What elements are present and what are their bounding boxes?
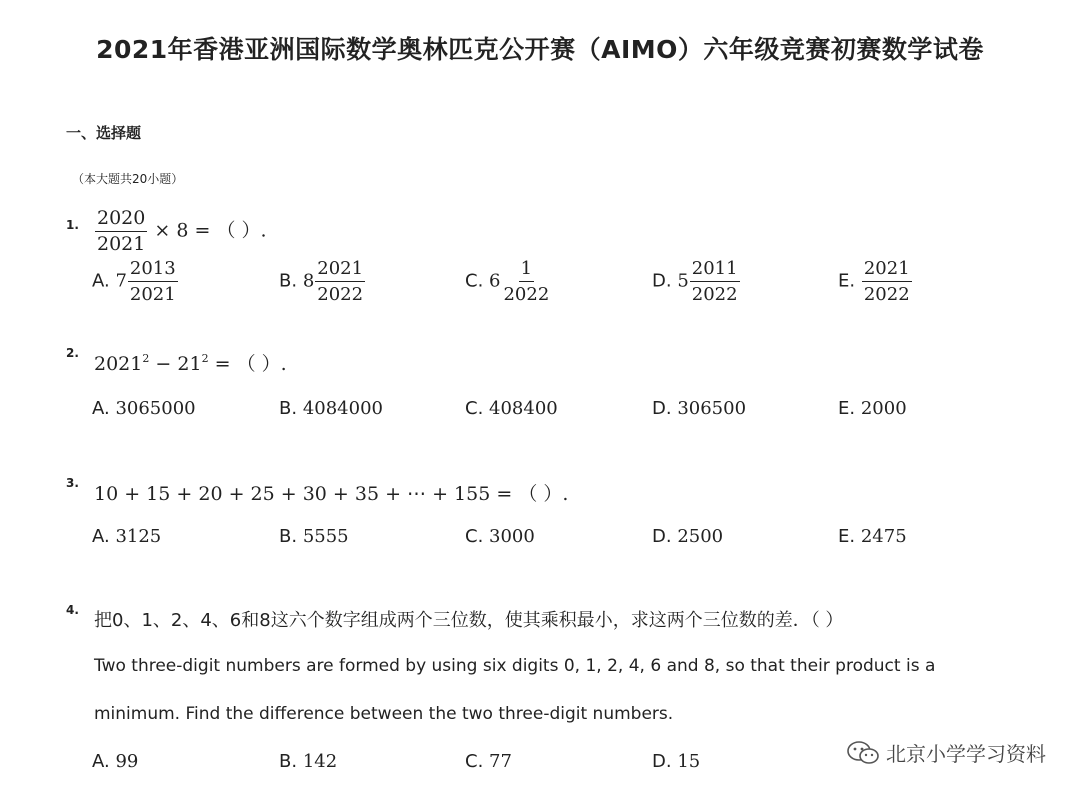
option-value: 142 xyxy=(302,751,338,772)
question-2-option-c[interactable] xyxy=(465,398,558,419)
option-denominator: 2022 xyxy=(317,284,364,305)
minus-sign: − xyxy=(155,353,172,375)
question-2-option-a[interactable] xyxy=(92,398,196,419)
exponent-1: 2 xyxy=(142,352,150,365)
base-1: 2021 xyxy=(94,353,143,375)
option-whole: 7 xyxy=(115,270,127,292)
option-numerator: 2021 xyxy=(315,256,365,282)
option-value: 2475 xyxy=(860,526,907,547)
option-value: 4084000 xyxy=(302,398,383,419)
option-value: 3125 xyxy=(115,526,162,547)
option-value: 2000 xyxy=(860,398,907,419)
option-letter: B. xyxy=(279,526,298,547)
question-1-option-e[interactable] xyxy=(838,256,913,307)
option-numerator: 2021 xyxy=(862,256,912,282)
question-4-text-english-line-1: Two three-digit numbers are formed by using six digits 0, 1, 2, 4, 6 and 8, so that their product is a xyxy=(94,656,936,676)
question-3-number: 3. xyxy=(66,476,79,490)
option-denominator: 2022 xyxy=(691,284,738,305)
question-1-fraction xyxy=(95,206,147,257)
option-letter: C. xyxy=(465,526,484,547)
question-3-stem: 10 + 15 + 20 + 25 + 30 + 35 + ⋯ + 155 = （ ）. xyxy=(94,483,569,505)
question-1-option-a[interactable] xyxy=(92,256,179,307)
option-letter: B. xyxy=(279,751,298,772)
option-value: 99 xyxy=(115,751,139,772)
option-whole: 5 xyxy=(677,270,689,292)
option-letter: A. xyxy=(92,270,110,292)
question-4-option-b[interactable] xyxy=(279,751,337,772)
base-2: 21 xyxy=(177,353,202,375)
option-letter: B. xyxy=(279,398,298,419)
option-letter: C. xyxy=(465,398,484,419)
option-denominator: 2022 xyxy=(863,284,910,305)
option-letter: E. xyxy=(838,398,856,419)
question-2-tail: = （ ）. xyxy=(214,353,287,375)
question-1-option-c[interactable] xyxy=(465,256,552,307)
question-4-text-chinese: 把0、1、2、4、6和8这六个数字组成两个三位数，使其乘积最小，求这两个三位数的差．（ ） xyxy=(94,610,844,631)
question-3-option-b[interactable] xyxy=(279,526,349,547)
fraction-denominator: 2021 xyxy=(97,233,146,255)
option-letter: D. xyxy=(652,526,672,547)
exponent-2: 2 xyxy=(201,352,209,365)
option-whole: 8 xyxy=(302,270,315,292)
option-value: 5555 xyxy=(302,526,349,547)
section-heading: 一、选择题 xyxy=(66,124,142,142)
question-4-text-english-line-2: minimum. Find the difference between the two three-digit numbers. xyxy=(94,704,674,724)
option-value: 15 xyxy=(677,751,701,772)
question-4-option-c[interactable] xyxy=(465,751,512,772)
option-letter: E. xyxy=(838,526,856,547)
option-letter: A. xyxy=(92,751,110,772)
option-whole: 6 xyxy=(489,270,501,292)
question-3-option-c[interactable] xyxy=(465,526,535,547)
option-letter: C. xyxy=(465,751,484,772)
question-3-option-d[interactable] xyxy=(652,526,723,547)
question-4-option-a[interactable] xyxy=(92,751,138,772)
option-letter: A. xyxy=(92,398,110,419)
question-4-option-d[interactable] xyxy=(652,751,700,772)
option-value: 2500 xyxy=(677,526,724,547)
question-2-stem xyxy=(94,349,287,376)
option-value: 3065000 xyxy=(115,398,196,419)
question-1-stem xyxy=(94,206,267,257)
watermark-text: 北京小学学习资料 xyxy=(886,742,1046,766)
question-2-option-b[interactable] xyxy=(279,398,383,419)
watermark xyxy=(846,738,1046,767)
option-denominator: 2022 xyxy=(503,284,550,305)
option-denominator: 2021 xyxy=(129,284,176,305)
question-2-option-e[interactable] xyxy=(838,398,907,419)
question-4-number: 4. xyxy=(66,603,79,617)
option-numerator: 2013 xyxy=(128,256,178,282)
section-note: （本大题共20小题） xyxy=(72,172,184,186)
question-1-number: 1. xyxy=(66,218,79,232)
wechat-icon xyxy=(846,739,880,767)
page-title: 2021年香港亚洲国际数学奥林匹克公开赛（AIMO）六年级竞赛初赛数学试卷 xyxy=(96,35,984,64)
question-1-tail: × 8 = （ ）. xyxy=(154,219,267,242)
option-value: 306500 xyxy=(677,398,747,419)
option-numerator: 1 xyxy=(519,256,534,282)
fraction-numerator: 2020 xyxy=(95,206,147,232)
option-value: 408400 xyxy=(489,398,558,419)
option-letter: E. xyxy=(838,270,856,292)
option-numerator: 2011 xyxy=(690,256,740,282)
question-3-option-e[interactable] xyxy=(838,526,907,547)
option-letter: C. xyxy=(465,270,484,292)
question-2-option-d[interactable] xyxy=(652,398,746,419)
option-letter: D. xyxy=(652,270,672,292)
option-letter: D. xyxy=(652,751,672,772)
option-letter: D. xyxy=(652,398,672,419)
option-letter: B. xyxy=(279,270,298,292)
question-1-option-b[interactable] xyxy=(279,256,366,307)
option-letter: A. xyxy=(92,526,110,547)
option-value: 3000 xyxy=(489,526,535,547)
option-value: 77 xyxy=(489,751,512,772)
question-1-option-d[interactable] xyxy=(652,256,741,307)
question-2-number: 2. xyxy=(66,346,79,360)
question-3-option-a[interactable] xyxy=(92,526,161,547)
